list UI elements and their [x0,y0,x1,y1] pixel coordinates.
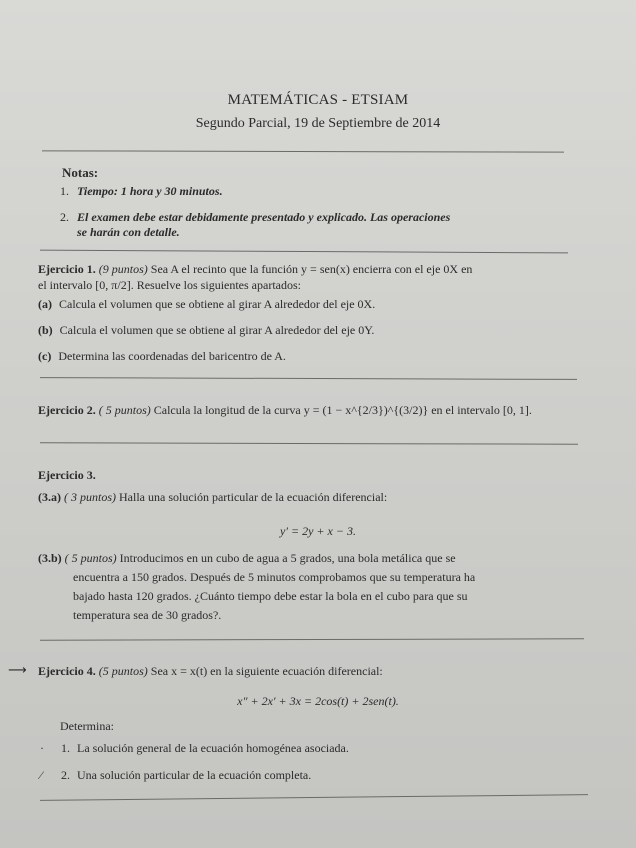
part-label: (c) [38,349,52,363]
exercise-statement: Sea x = x(t) en la siguiente ecuación diferencial: [150,664,383,678]
part-text-continuation: temperatura sea de 30 grados?. [73,608,222,622]
item-text: La solución general de la ecuación homogénea asociada. [77,741,349,755]
exercise-part [38,297,375,312]
part-text-continuation: encuentra a 150 grados. Después de 5 minutos comprobamos que su temperatura ha [73,570,476,584]
exercise-points: ( 5 puntos) [64,551,117,565]
note-text-continuation: se harán con detalle. [77,225,180,239]
part-text: Calcula el volumen que se obtiene al girar A alrededor del eje 0Y. [59,323,375,337]
divider [40,250,568,254]
note-text: Tiempo: 1 hora y 30 minutos. [77,184,223,198]
note-item [60,210,450,225]
exercise-label: Ejercicio 4. [38,664,96,678]
part-text: Halla una solución particular de la ecuación diferencial: [119,490,388,504]
list-item [40,741,349,756]
part-text: Introducimos en un cubo de agua a 5 grados, una bola metálica que se [119,551,456,565]
exercise-points: ( 5 puntos) [98,403,151,417]
exam-subtitle: Segundo Parcial, 19 de Septiembre de 2014 [195,116,441,131]
list-item [40,768,311,783]
divider [42,150,564,152]
exercise-part [38,349,286,364]
differential-equation: y′ = 2y + x − 3. [280,524,356,538]
part-label: (a) [38,297,52,311]
exercise-points: ( 3 puntos) [64,490,116,504]
part-text: Determina las coordenadas del baricentro de A. [58,349,286,363]
exercise-statement: Calcula la longitud de la curva y = (1 − x^{2/3})^{(3/2)} en el intervalo [0, 1]. [153,403,532,417]
pencil-mark-icon: ⁄ [40,768,43,782]
exam-title: MATEMÁTICAS - ETSIAM [227,92,409,108]
exercise-points: (5 puntos) [98,664,148,678]
margin-arrow-icon: ⟶ [8,663,27,678]
determine-label: Determina: [60,719,114,733]
divider [40,377,577,380]
exercise-1-header [38,262,472,277]
note-text: El examen debe estar debidamente presentado y explicado. Las operaciones [77,210,451,224]
item-number: 2. [61,768,70,782]
part-label: (3.a) [38,490,61,504]
divider [40,442,578,444]
exercise-2-header [38,403,532,418]
note-item [60,184,223,199]
margin-mark: · [40,741,44,755]
exercise-label: Ejercicio 2. [38,403,96,417]
item-number: 1. [61,741,70,755]
note-number: 1. [60,184,69,198]
item-text: Una solución particular de la ecuación completa. [77,768,312,782]
part-text-continuation: bajado hasta 120 grados. ¿Cuánto tiempo debe estar la bola en el cubo para que su [73,589,468,603]
exercise-part [38,551,456,566]
exercise-part [38,323,374,338]
part-label: (3.b) [38,551,62,565]
divider [40,638,584,640]
exercise-4-header [38,664,383,679]
exercise-statement: Sea A el recinto que la función y = sen(x) encierra con el eje 0X en [150,262,473,276]
exercise-part [38,490,387,505]
note-number: 2. [60,210,69,224]
exercise-label: Ejercicio 1. [38,262,96,276]
part-text: Calcula el volumen que se obtiene al girar A alrededor del eje 0X. [59,297,376,311]
exercise-3-label: Ejercicio 3. [38,468,96,482]
exercise-points: (9 puntos) [98,262,148,276]
part-label: (b) [38,323,53,337]
differential-equation: x″ + 2x′ + 3x = 2cos(t) + 2sen(t). [237,694,399,708]
exercise-statement-continuation: el intervalo [0, π/2]. Resuelve los siguientes apartados: [38,278,301,292]
notes-heading: Notas: [62,165,99,180]
divider [40,794,588,801]
